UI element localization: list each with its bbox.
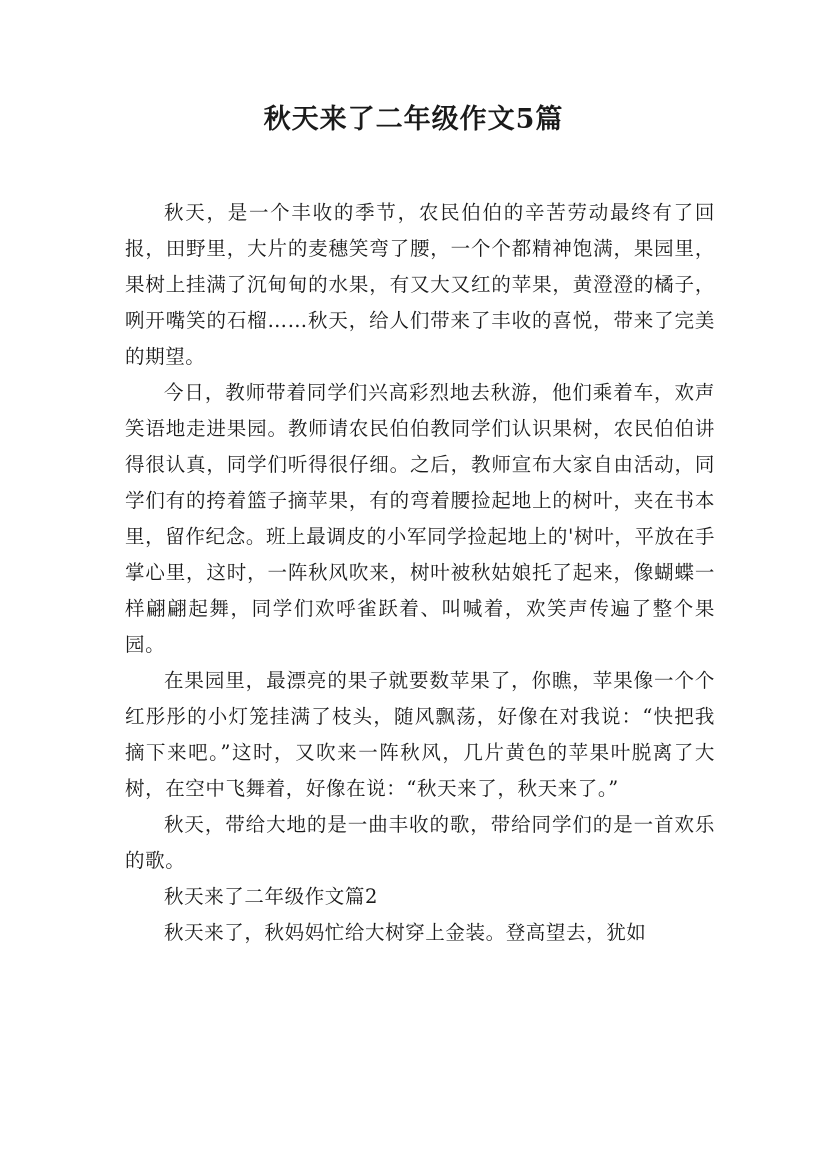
section-heading-2: 秋天来了二年级作文篇2 [164,885,379,908]
document-title: 秋天来了二年级作文5篇 [263,104,564,135]
document-body [125,195,715,951]
paragraph-2: 今日，教师带着同学们兴高彩烈地去秋游，他们乘着车，欢声笑语地走进果园。教师请农民伯伯教同学们认识果树，农民伯伯讲得很认真，同学们听得很仔细。之后，教师宣布大家自由活动，同学们有的挎着篮子摘苹果，有的弯着腰捡起地上的树叶，夹在书本里，留作纪念。班上最调皮的小军同学捡起地上的'树叶，平放在手掌心里，这时，一阵秋风吹来，树叶被秋姑娘托了起来，像蝴蝶一样翩翩起舞，同学们欢呼雀跃着、叫喊着，欢笑声传遍了整个果园。 [125,381,715,656]
paragraph-5: 秋天来了，秋妈妈忙给大树穿上金装。登高望去，犹如 [164,921,647,944]
paragraph-3: 在果园里，最漂亮的果子就要数苹果了，你瞧，苹果像一个个红彤彤的小灯笼挂满了枝头，随风飘荡，好像在对我说：“快把我摘下来吧。”这时，又吹来一阵秋风，几片黄色的苹果叶脱离了大树，在空中飞舞着，好像在说：“秋天来了，秋天来了。” [125,669,715,800]
paragraph-4: 秋天，带给大地的是一曲丰收的歌，带给同学们的是一首欢乐的歌。 [125,813,715,872]
paragraph-1: 秋天，是一个丰收的季节，农民伯伯的辛苦劳动最终有了回报，田野里，大片的麦穗笑弯了腰，一个个都精神饱满，果园里，果树上挂满了沉甸甸的水果，有又大又红的苹果，黄澄澄的橘子，咧开嘴笑的石榴……秋天，给人们带来了丰收的喜悦，带来了完美的期望。 [125,201,715,368]
